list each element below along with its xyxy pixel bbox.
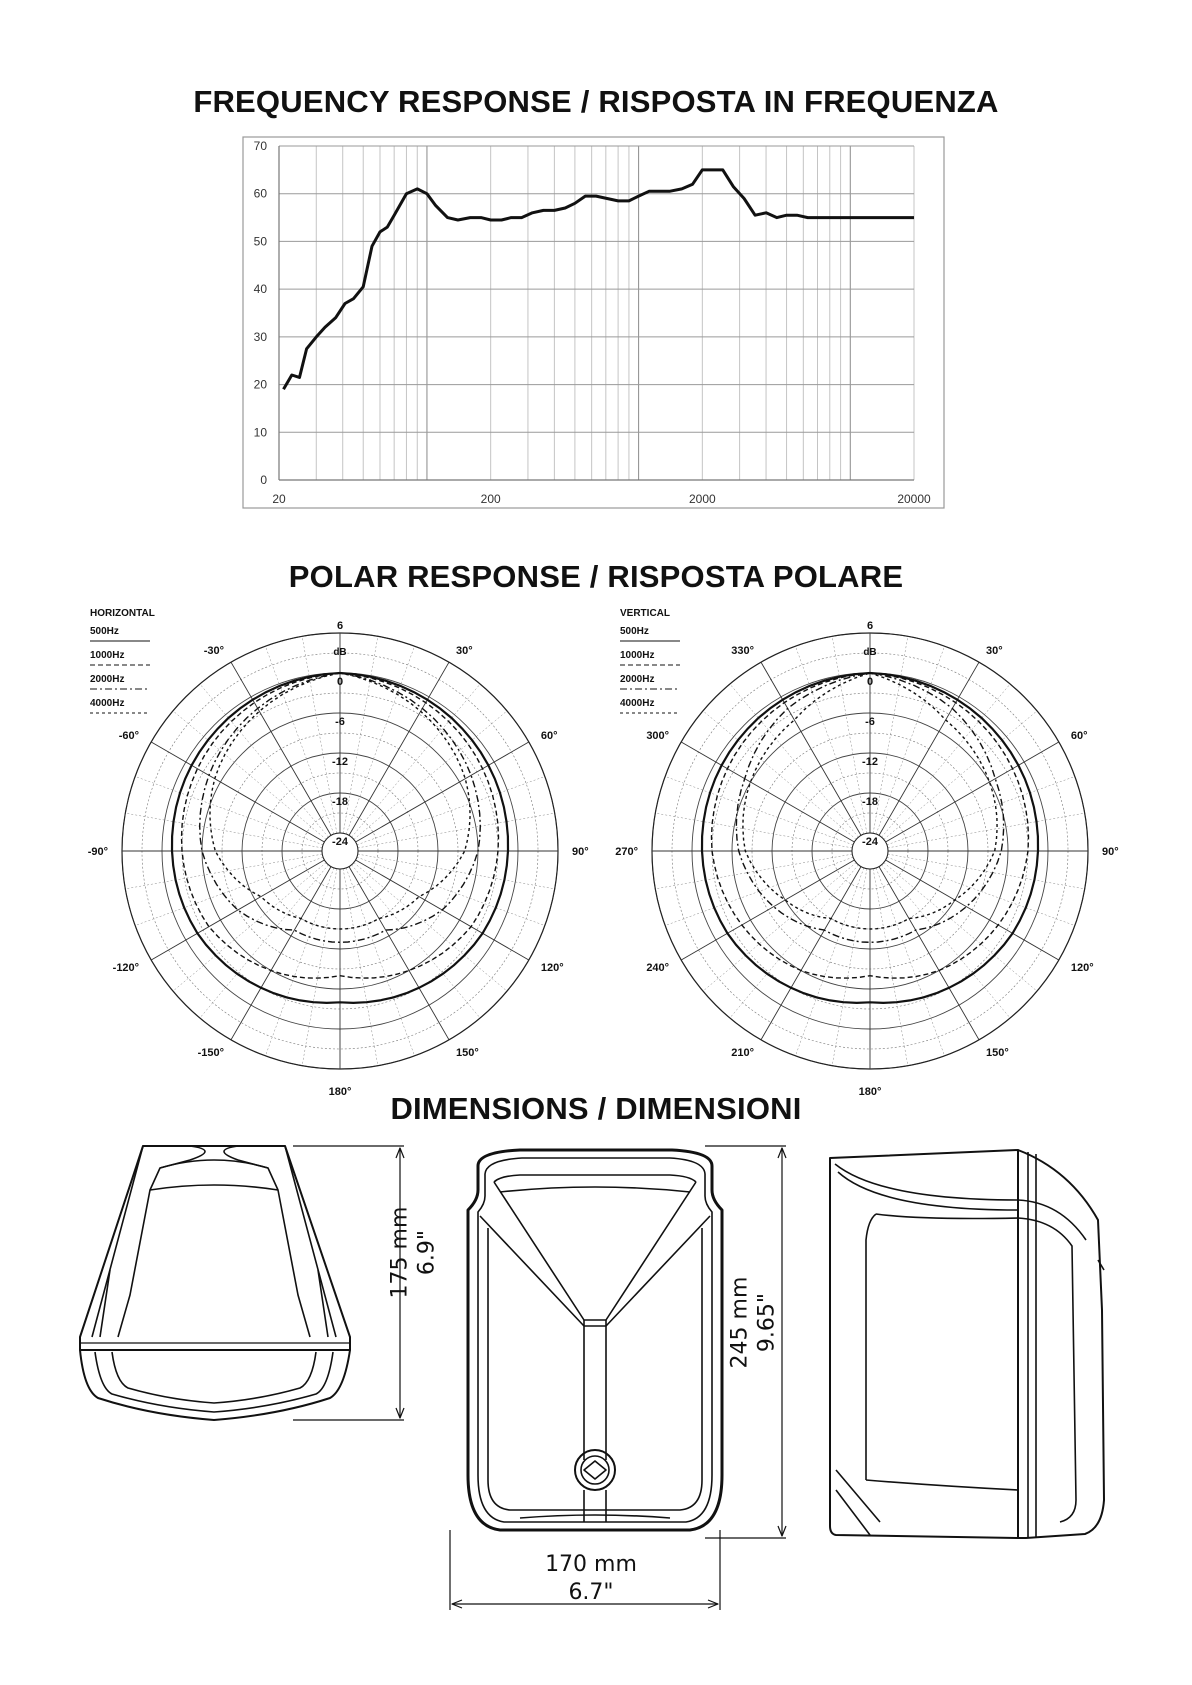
polar-radial-label: -12 xyxy=(332,756,348,768)
x-tick-label: 20 xyxy=(272,492,286,506)
polar-spoke xyxy=(352,684,481,837)
y-tick-label: 60 xyxy=(253,186,267,201)
polar-spoke xyxy=(354,863,507,992)
polar-angle-label: 270° xyxy=(615,846,638,858)
legend-entry-1000hz: 1000Hz xyxy=(620,650,655,661)
polar-angle-label: 60° xyxy=(540,730,558,742)
polar-spoke xyxy=(343,869,378,1066)
y-tick-label: 50 xyxy=(253,234,267,249)
y-tick-label: 10 xyxy=(253,425,267,440)
polar-spoke xyxy=(873,636,908,833)
polar-spoke xyxy=(352,865,481,1018)
polar-spoke xyxy=(873,869,908,1066)
legend-entry-1000hz: 1000Hz xyxy=(90,650,125,661)
legend-entry-4000hz: 4000Hz xyxy=(620,698,655,709)
polar-angle-label: -30° xyxy=(203,645,224,658)
polar-spoke xyxy=(879,662,979,835)
polar-grid xyxy=(652,633,1088,1069)
polar-radial-label: -24 xyxy=(862,836,878,848)
polar-orientation-label: VERTICAL xyxy=(620,608,670,619)
polar-spoke xyxy=(200,865,329,1018)
front-view-drawing xyxy=(468,1150,722,1530)
dimension-drawings xyxy=(0,1130,1192,1620)
polar-angle-label: 150° xyxy=(986,1046,1009,1059)
legend-entry-2000hz: 2000Hz xyxy=(620,674,655,685)
polar-spoke xyxy=(884,863,1037,992)
polar-spoke xyxy=(343,636,378,833)
polar-angle-label: -90° xyxy=(87,846,108,858)
polar-grid xyxy=(122,633,558,1069)
polar-unit-label: dB xyxy=(333,647,347,658)
polar-angle-label: 240° xyxy=(646,962,670,974)
polar-horizontal-chart xyxy=(87,600,610,1098)
polar-spoke xyxy=(200,684,329,837)
polar-spoke xyxy=(703,711,856,840)
polar-spoke xyxy=(886,860,1059,960)
y-tick-label: 70 xyxy=(253,139,267,153)
polar-angle-label: -150° xyxy=(197,1046,224,1059)
polar-radial-label: -18 xyxy=(332,796,348,808)
polar-angle-label: 90° xyxy=(1102,846,1119,858)
polar-angle-label: 180° xyxy=(328,1086,352,1098)
polar-radial-label: 0 xyxy=(866,676,874,688)
polar-title: POLAR RESPONSE / RISPOSTA POLARE xyxy=(288,559,904,594)
polar-angle-label: 210° xyxy=(731,1046,754,1059)
polar-legend xyxy=(90,608,155,713)
depth-in-label: 6.9" xyxy=(414,1229,440,1276)
polar-spoke xyxy=(730,865,859,1018)
polar-angle-label: 180° xyxy=(858,1086,882,1098)
polar-spoke xyxy=(882,865,1011,1018)
dim-title: DIMENSIONS / DIMENSIONI xyxy=(390,1091,802,1126)
y-tick-label: 40 xyxy=(253,282,267,297)
polar-radial-label: -12 xyxy=(862,756,878,768)
polar-spoke xyxy=(349,867,449,1040)
polar-spoke xyxy=(231,867,331,1040)
polar-spoke xyxy=(730,684,859,837)
polar-spoke xyxy=(151,860,324,960)
polar-spoke xyxy=(888,813,1085,848)
polar-radial-label: -6 xyxy=(335,716,345,728)
polar-angle-label: 30° xyxy=(456,645,473,658)
chart-frame xyxy=(243,137,944,508)
height-mm-label: 245 mm xyxy=(727,1276,753,1369)
rear-side-view-drawing xyxy=(830,1150,1104,1538)
polar-spoke xyxy=(832,869,867,1066)
legend-entry-500hz: 500Hz xyxy=(620,626,649,637)
y-tick-label: 20 xyxy=(253,377,267,392)
polar-unit-label: dB xyxy=(863,647,877,658)
polar-angle-label: 120° xyxy=(540,962,564,974)
width-in-label: 6.7" xyxy=(568,1580,614,1605)
polar-spoke xyxy=(681,742,854,842)
side-view-drawing xyxy=(80,1146,350,1420)
frequency-response-chart xyxy=(0,0,1192,520)
polar-radial-label: 6 xyxy=(866,620,874,632)
x-tick-label: 2000 xyxy=(688,492,716,506)
legend-entry-4000hz: 4000Hz xyxy=(90,698,125,709)
polar-spoke xyxy=(356,742,529,842)
polar-spoke xyxy=(358,854,555,889)
polar-vertical-chart xyxy=(615,600,1140,1098)
y-tick-label: 30 xyxy=(253,329,267,344)
polar-spoke xyxy=(888,854,1085,889)
polar-spoke xyxy=(882,684,1011,837)
polar-spoke xyxy=(354,711,507,840)
polar-angle-label: 150° xyxy=(456,1046,479,1059)
polar-spoke xyxy=(681,860,854,960)
polar-spoke xyxy=(703,863,856,992)
legend-entry-500hz: 500Hz xyxy=(90,626,119,637)
polar-angle-label: 30° xyxy=(986,645,1003,658)
polar-angle-label: -60° xyxy=(118,730,140,742)
freq-title: FREQUENCY RESPONSE / RISPOSTA IN FREQUENZA xyxy=(193,84,999,119)
width-mm-label: 170 mm xyxy=(545,1552,637,1577)
polar-spoke xyxy=(125,813,322,848)
polar-angle-label: 120° xyxy=(1070,962,1094,974)
depth-mm-label: 175 mm xyxy=(387,1206,413,1299)
polar-legend xyxy=(620,608,680,713)
polar-spoke xyxy=(349,662,449,835)
polar-angle-label: 60° xyxy=(1070,730,1088,742)
polar-radial-label: 0 xyxy=(336,676,344,688)
x-tick-label: 200 xyxy=(480,492,501,506)
polar-spoke xyxy=(655,813,852,848)
polar-spoke xyxy=(358,813,555,848)
polar-angle-label: 90° xyxy=(572,846,589,858)
x-tick-label: 20000 xyxy=(897,492,931,506)
polar-radial-label: 6 xyxy=(336,620,344,632)
polar-orientation-label: HORIZONTAL xyxy=(90,608,155,619)
polar-radial-label: -6 xyxy=(865,716,875,728)
polar-radial-label: -24 xyxy=(332,836,348,848)
height-in-label: 9.65" xyxy=(754,1292,780,1353)
polar-angle-label: -120° xyxy=(112,962,140,974)
polar-spoke xyxy=(886,742,1059,842)
polar-spoke xyxy=(125,854,322,889)
polar-spoke xyxy=(151,742,324,842)
y-tick-label: 0 xyxy=(260,473,267,487)
polar-angle-label: 330° xyxy=(731,645,754,658)
polar-spoke xyxy=(761,867,861,1040)
legend-entry-2000hz: 2000Hz xyxy=(90,674,125,685)
polar-spoke xyxy=(302,869,337,1066)
polar-spoke xyxy=(655,854,852,889)
polar-angle-label: 300° xyxy=(646,730,670,742)
polar-spoke xyxy=(884,711,1037,840)
polar-radial-label: -18 xyxy=(862,796,878,808)
